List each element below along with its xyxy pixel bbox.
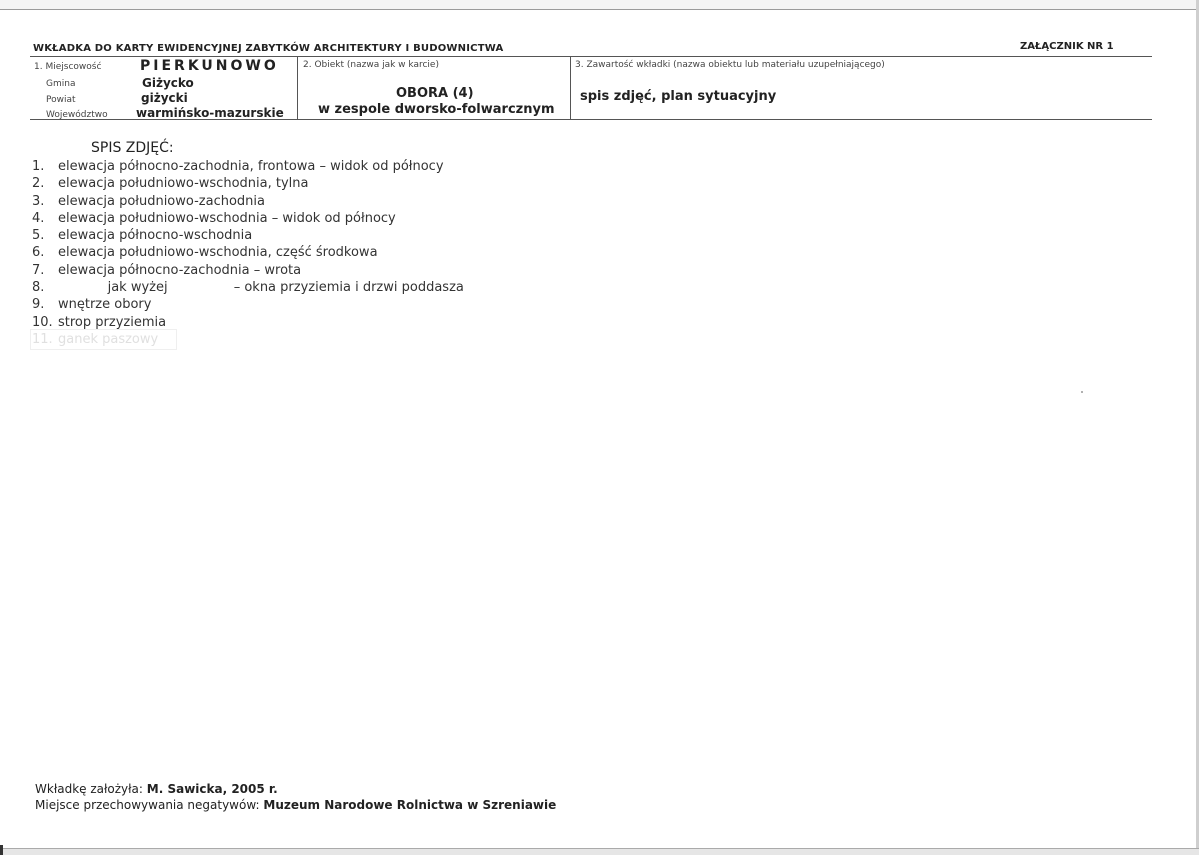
item-number: 5. <box>32 228 45 244</box>
storage-label: Miejsce przechowywania negatywów: <box>35 798 260 812</box>
storage-line <box>35 798 556 812</box>
list-item-faded <box>32 331 464 348</box>
location-label: 1. Miejscowość <box>34 62 102 72</box>
author-line <box>35 782 278 796</box>
author-value: M. Sawicka, 2005 r. <box>146 782 278 796</box>
item-text: wnętrze obory <box>58 297 152 313</box>
item-text: elewacja północno-zachodnia – wrota <box>58 262 302 278</box>
item-number: 4. <box>32 210 45 226</box>
photo-list <box>32 158 464 348</box>
item-number: 6. <box>32 245 45 261</box>
attachment-label: ZAŁĄCZNIK NR 1 <box>1020 41 1114 52</box>
item-text: elewacja północno-wschodnia <box>58 228 253 244</box>
photo-list-heading: SPIS ZDJĘĆ: <box>91 140 174 156</box>
item-number: 2. <box>32 176 45 192</box>
scan-edge-bottom <box>0 848 1199 855</box>
contents-value: spis zdjęć, plan sytuacyjny <box>580 89 777 104</box>
item-text: jak wyżej – okna przyziemia i drzwi poddasza <box>58 280 464 296</box>
table-top-border <box>30 56 1152 57</box>
powiat-label: Powiat <box>46 95 76 105</box>
wojewodztwo-label: Województwo <box>46 110 108 120</box>
author-label: Wkładkę założyła: <box>35 782 143 796</box>
list-item <box>32 210 464 227</box>
list-item <box>32 262 464 279</box>
object-label: 2. Obiekt (nazwa jak w karcie) <box>303 60 439 70</box>
powiat-value: giżycki <box>141 91 188 105</box>
item-text: strop przyziemia <box>58 314 167 330</box>
contents-label: 3. Zawartość wkładki (nazwa obiektu lub materiału uzupełniającego) <box>575 60 885 70</box>
item-number: 10. <box>32 314 53 330</box>
object-context: w zespole dworsko-folwarcznym <box>318 102 555 117</box>
scan-corner-mark <box>0 845 3 855</box>
item-text: elewacja południowo-wschodnia – widok od północy <box>58 210 396 226</box>
document-title: WKŁADKA DO KARTY EWIDENCYJNEJ ZABYTKÓW ARCHITEKTURY I BUDOWNICTWA <box>33 43 504 54</box>
wojewodztwo-value: warmińsko-mazurskie <box>136 106 284 120</box>
list-item <box>32 244 464 261</box>
scan-edge-top <box>0 0 1199 10</box>
item-text: elewacja południowo-wschodnia, tylna <box>58 176 309 192</box>
item-text: elewacja północno-zachodnia, frontowa – widok od północy <box>58 159 444 174</box>
item-number: 9. <box>32 297 45 313</box>
list-item <box>32 193 464 210</box>
list-item <box>32 296 464 313</box>
item-number: 3. <box>32 193 45 209</box>
table-divider-1 <box>297 56 298 120</box>
item-number: 1. <box>32 159 45 174</box>
gmina-value: Giżycko <box>142 76 194 90</box>
item-number: 11. <box>32 331 53 347</box>
item-number: 7. <box>32 262 45 278</box>
storage-value: Muzeum Narodowe Rolnictwa w Szreniawie <box>263 798 557 812</box>
item-number: 8. <box>32 280 45 296</box>
item-text: elewacja południowo-zachodnia <box>58 193 265 209</box>
list-item <box>32 279 464 296</box>
list-item <box>32 158 464 175</box>
item-text: ganek paszowy <box>58 331 159 347</box>
item-text: elewacja południowo-wschodnia, część środkowa <box>58 245 378 261</box>
list-item <box>32 175 464 192</box>
table-divider-2 <box>570 56 571 120</box>
object-name: OBORA (4) <box>396 86 474 101</box>
gmina-label: Gmina <box>46 79 76 89</box>
location-value: PIERKUNOWO <box>140 58 279 74</box>
list-item <box>32 227 464 244</box>
list-item <box>32 314 464 331</box>
scan-speck <box>1081 391 1083 393</box>
